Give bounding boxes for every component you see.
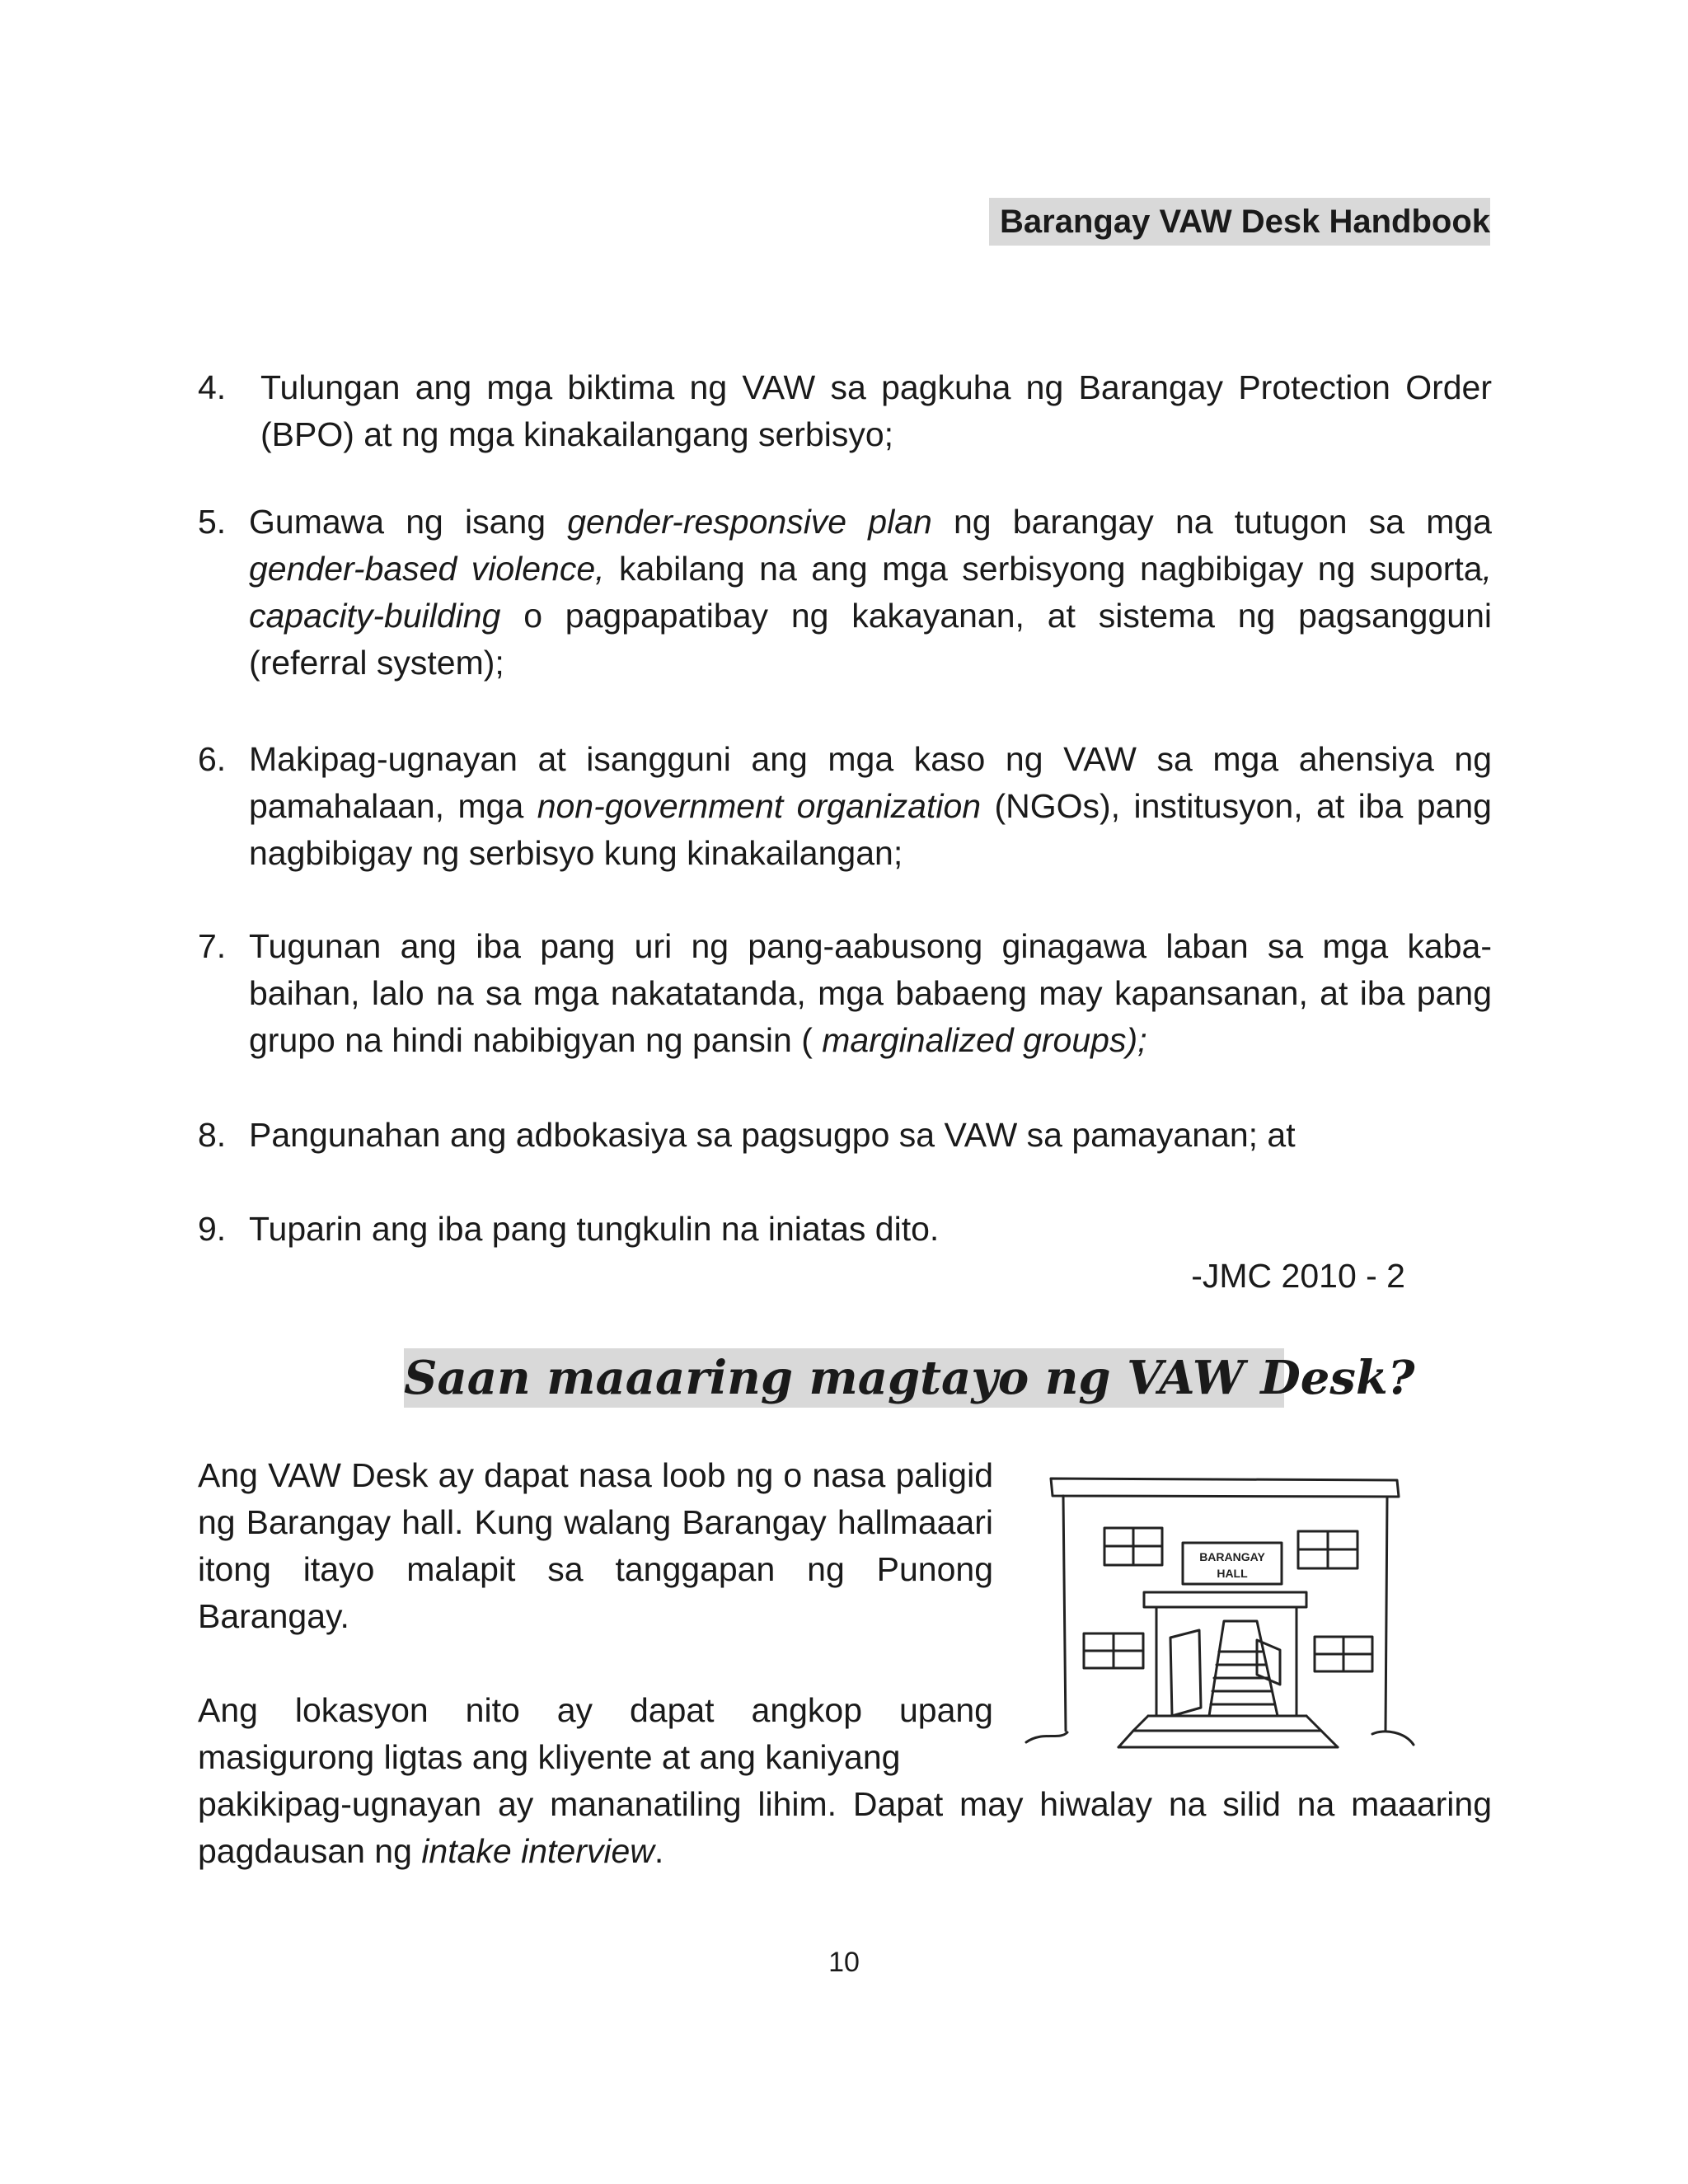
body-paragraph: Ang VAW Desk ay dapat nasa loob ng o nasa paligid ng Barangay hall. Kung walang Barangay hallmaaari itong itayo malapit sa tanggapan ng Punong Barangay. (198, 1456, 993, 1635)
list-text: Tugunan ang iba pang uri ng pang-aabusong ginagawa laban sa mga kaba-baihan, lalo na sa mga nakatatanda, mga babaeng may kapansanan, at iba pang grupo na hindi nabibigyan ng pansin ( marginalized groups); (249, 927, 1492, 1059)
running-header: Barangay VAW Desk Handbook (989, 198, 1490, 246)
citation: -JMC 2010 - 2 (1191, 1257, 1405, 1295)
list-number: 4. (198, 368, 227, 406)
list-number: 8. (198, 1116, 227, 1154)
list-item (198, 364, 1492, 458)
section-heading: Saan maaaring magtayo ng VAW Desk? (404, 1348, 1284, 1408)
list-item (198, 1112, 1492, 1159)
list-item (198, 499, 1492, 687)
list-number: 7. (198, 927, 227, 965)
list-text: Makipag-ugnayan at isangguni ang mga kaso ng VAW sa mga ahensiya ng pamahalaan, mga non-government organization (NGOs), institusyon, at iba pang nagbibigay ng serbisyo kung kinakailangan; (249, 740, 1492, 872)
list-number: 5. (198, 503, 227, 541)
page-number: 10 (828, 1947, 860, 1978)
list-item (198, 923, 1492, 1064)
body-paragraph-continued: pakikipag-ugnayan ay mananatiling lihim. Dapat may hiwalay na silid na maaaring pagdausan ng intake interview. (198, 1785, 1492, 1870)
list-text: Tulungan ang mga biktima ng VAW sa pagkuha ng Barangay Protection Order (BPO) at ng mga kinakailangang serbisyo; (260, 368, 1492, 453)
list-item (198, 1206, 1492, 1253)
barangay-hall-drawing-icon (1018, 1469, 1422, 1769)
list-text: Gumawa ng isang gender-responsive plan ng barangay na tutugon sa mga gender-based violence, kabilang na ang mga serbisyong nagbibigay ng suporta, capacity-building o pagpapatibay ng kakayanan, at sistema ng pagsangguni (referral system); (249, 503, 1493, 682)
sign-line-2: HALL (1217, 1567, 1248, 1580)
list-number: 9. (198, 1210, 227, 1248)
list-text: Tuparin ang iba pang tungkulin na iniatas dito. (249, 1210, 940, 1248)
sign-line-1: BARANGAY (1199, 1550, 1265, 1563)
list-text: Pangunahan ang adbokasiya sa pagsugpo sa VAW sa pamayanan; at (249, 1116, 1296, 1154)
list-number: 6. (198, 740, 227, 778)
list-item (198, 736, 1492, 877)
body-paragraph: Ang lokasyon nito ay dapat angkop upang masigurong ligtas ang kliyente at ang kaniyang (198, 1691, 993, 1776)
